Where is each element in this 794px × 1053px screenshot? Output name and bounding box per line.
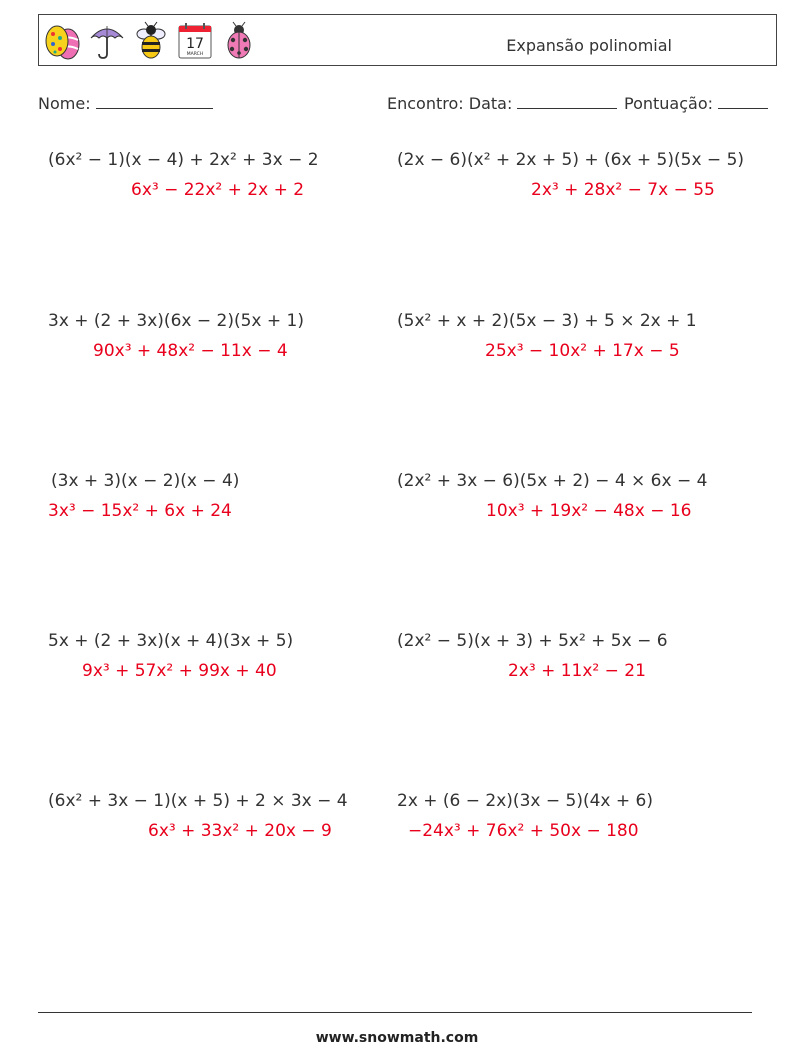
score-label: Pontuação:: [624, 94, 714, 113]
problem-9-question: (6x² + 3x − 1)(x + 5) + 2 × 3x − 4: [48, 791, 348, 811]
problem-10-answer: −24x³ + 76x² + 50x − 180: [408, 821, 639, 841]
header-icons: [43, 20, 259, 62]
bee-icon: [131, 20, 171, 62]
svg-text:MARCH: MARCH: [186, 52, 204, 57]
problem-3-question: 3x + (2 + 3x)(6x − 2)(5x + 1): [48, 311, 304, 331]
problem-4-answer: 25x³ − 10x² + 17x − 5: [485, 341, 680, 361]
date-field: [387, 94, 617, 113]
score-blank[interactable]: [718, 94, 768, 109]
problem-7-question: 5x + (2 + 3x)(x + 4)(3x + 5): [48, 631, 294, 651]
name-blank[interactable]: [96, 94, 213, 109]
calendar-icon: [175, 20, 215, 62]
problem-8-question: (2x² − 5)(x + 3) + 5x² + 5x − 6: [397, 631, 668, 651]
problem-2-answer: 2x³ + 28x² − 7x − 55: [531, 180, 715, 200]
footer-url[interactable]: www.snowmath.com: [315, 1030, 479, 1046]
problem-4-question: (5x² + x + 2)(5x − 3) + 5 × 2x + 1: [397, 311, 697, 331]
problem-10-question: 2x + (6 − 2x)(3x − 5)(4x + 6): [397, 791, 653, 811]
problem-8-answer: 2x³ + 11x² − 21: [508, 661, 646, 681]
problem-6-answer: 10x³ + 19x² − 48x − 16: [486, 501, 692, 521]
score-field: [624, 94, 768, 113]
problem-3-answer: 90x³ + 48x² − 11x − 4: [93, 341, 288, 361]
problem-9-answer: 6x³ + 33x² + 20x − 9: [148, 821, 332, 841]
ladybug-icon: [219, 20, 259, 62]
problem-5-question: (3x + 3)(x − 2)(x − 4): [51, 471, 240, 491]
date-label: Encontro: Data:: [387, 94, 513, 113]
umbrella-icon: [87, 20, 127, 62]
easter-eggs-icon: [43, 20, 83, 62]
problem-1-question: (6x² − 1)(x − 4) + 2x² + 3x − 2: [48, 150, 319, 170]
problem-7-answer: 9x³ + 57x² + 99x + 40: [82, 661, 277, 681]
problem-6-question: (2x² + 3x − 6)(5x + 2) − 4 × 6x − 4: [397, 471, 708, 491]
name-field: [38, 94, 213, 113]
problem-5-answer: 3x³ − 15x² + 6x + 24: [48, 501, 232, 521]
name-label: Nome:: [38, 94, 91, 113]
problem-1-answer: 6x³ − 22x² + 2x + 2: [131, 180, 305, 200]
problem-2-question: (2x − 6)(x² + 2x + 5) + (6x + 5)(5x − 5): [397, 150, 745, 170]
worksheet-title: Expansão polinomial: [506, 36, 672, 55]
worksheet-header: [38, 14, 777, 66]
date-blank[interactable]: [517, 94, 617, 109]
svg-text:17: 17: [186, 36, 204, 52]
footer-divider: [38, 1012, 752, 1013]
